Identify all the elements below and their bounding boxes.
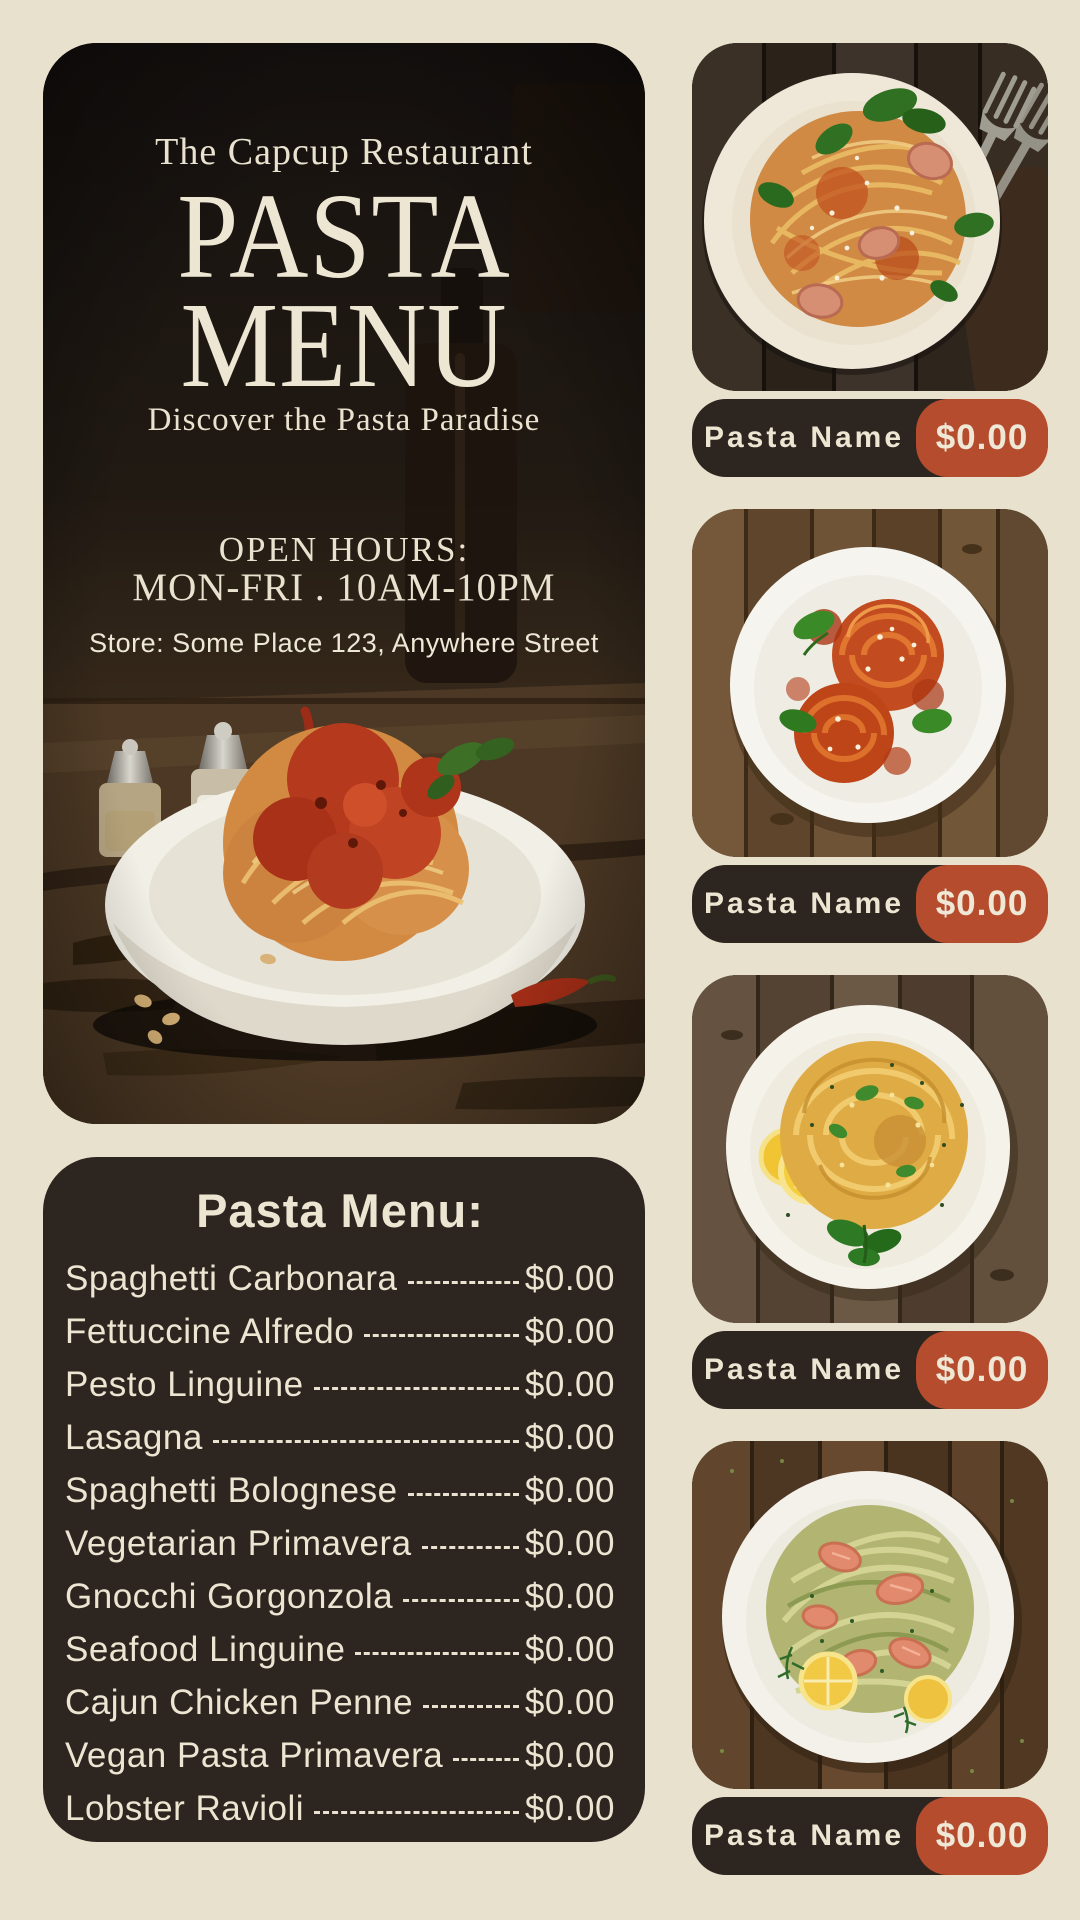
menu-item-price: $0.00 (524, 1629, 615, 1669)
menu-item-price: $0.00 (524, 1364, 615, 1404)
pasta-name-label: Pasta Name (703, 1819, 905, 1852)
pasta-photo-2 (692, 509, 1048, 857)
pasta-name-label: Pasta Name (703, 1353, 905, 1386)
pasta-photo-card-1 (692, 43, 1048, 391)
poster-subtitle: Discover the Pasta Paradise (147, 402, 541, 438)
dotted-leader (422, 1546, 519, 1549)
pasta-menu-card (43, 1157, 645, 1842)
price-pill: $0.00 (916, 1797, 1048, 1875)
price-pill: $0.00 (916, 865, 1048, 943)
menu-item-row (65, 1570, 615, 1623)
menu-title: Pasta Menu: (196, 1184, 484, 1237)
pasta-label-bar-1 (692, 399, 1048, 477)
price-pill: $0.00 (916, 399, 1048, 477)
menu-item-row (65, 1252, 615, 1305)
hero-text-block (43, 43, 645, 1124)
menu-item-row (65, 1464, 615, 1517)
menu-item-row (65, 1358, 615, 1411)
menu-item-price: $0.00 (524, 1576, 615, 1616)
menu-item-name: Gnocchi Gorgonzola (65, 1576, 394, 1616)
menu-item-row (65, 1676, 615, 1729)
poster-title-line1: PASTA (177, 169, 511, 304)
dotted-leader (403, 1599, 519, 1602)
menu-item-name: Cajun Chicken Penne (65, 1682, 414, 1722)
menu-item-price: $0.00 (524, 1788, 615, 1828)
menu-item-row (65, 1411, 615, 1464)
open-hours-label: OPEN HOURS: (218, 530, 470, 569)
menu-item-price: $0.00 (524, 1682, 615, 1722)
pasta-photo-card-3 (692, 975, 1048, 1323)
menu-item-name: Seafood Linguine (65, 1629, 346, 1669)
hero-photo-card (43, 43, 645, 1124)
dotted-leader (423, 1705, 519, 1708)
menu-item-row (65, 1623, 615, 1676)
pasta-photo-3 (692, 975, 1048, 1323)
pasta-photo-card-2 (692, 509, 1048, 857)
store-address: Store: Some Place 123, Anywhere Street (89, 628, 599, 658)
menu-item-row (65, 1517, 615, 1570)
menu-item-name: Fettuccine Alfredo (65, 1311, 355, 1351)
dotted-leader (408, 1281, 519, 1284)
restaurant-name: The Capcup Restaurant (155, 131, 533, 173)
dotted-leader (314, 1387, 519, 1390)
menu-item-name: Lasagna (65, 1417, 203, 1457)
dotted-leader (213, 1440, 519, 1443)
menu-item-name: Lobster Ravioli (65, 1788, 304, 1828)
dotted-leader (364, 1334, 519, 1337)
dotted-leader (408, 1493, 519, 1496)
menu-item-row (65, 1305, 615, 1358)
menu-item-price: $0.00 (524, 1470, 615, 1510)
pasta-nest (780, 1041, 968, 1229)
menu-list (65, 1252, 615, 1835)
poster-title-line2: MENU (180, 278, 508, 413)
open-hours-value: MON-FRI . 10AM-10PM (132, 566, 556, 609)
pasta-photo-card-4 (692, 1441, 1048, 1789)
pasta-name-label: Pasta Name (703, 887, 905, 920)
menu-item-row (65, 1782, 615, 1835)
pasta-photo-1 (692, 43, 1048, 391)
menu-item-price: $0.00 (524, 1523, 615, 1563)
menu-item-price: $0.00 (524, 1258, 615, 1298)
dotted-leader (355, 1652, 518, 1655)
menu-item-price: $0.00 (524, 1735, 615, 1775)
menu-item-name: Pesto Linguine (65, 1364, 304, 1404)
pasta-name-label: Pasta Name (703, 421, 905, 454)
dotted-leader (453, 1758, 519, 1761)
pasta-label-bar-4 (692, 1797, 1048, 1875)
menu-item-price: $0.00 (524, 1311, 615, 1351)
price-pill: $0.00 (916, 1331, 1048, 1409)
menu-item-name: Vegetarian Primavera (65, 1523, 412, 1563)
menu-item-name: Spaghetti Bolognese (65, 1470, 398, 1510)
menu-item-row (65, 1729, 615, 1782)
dotted-leader (314, 1811, 519, 1814)
pasta-photo-4 (692, 1441, 1048, 1789)
pasta-label-bar-3 (692, 1331, 1048, 1409)
menu-item-name: Spaghetti Carbonara (65, 1258, 398, 1298)
menu-item-name: Vegan Pasta Primavera (65, 1735, 444, 1775)
menu-item-price: $0.00 (524, 1417, 615, 1457)
pasta-label-bar-2 (692, 865, 1048, 943)
